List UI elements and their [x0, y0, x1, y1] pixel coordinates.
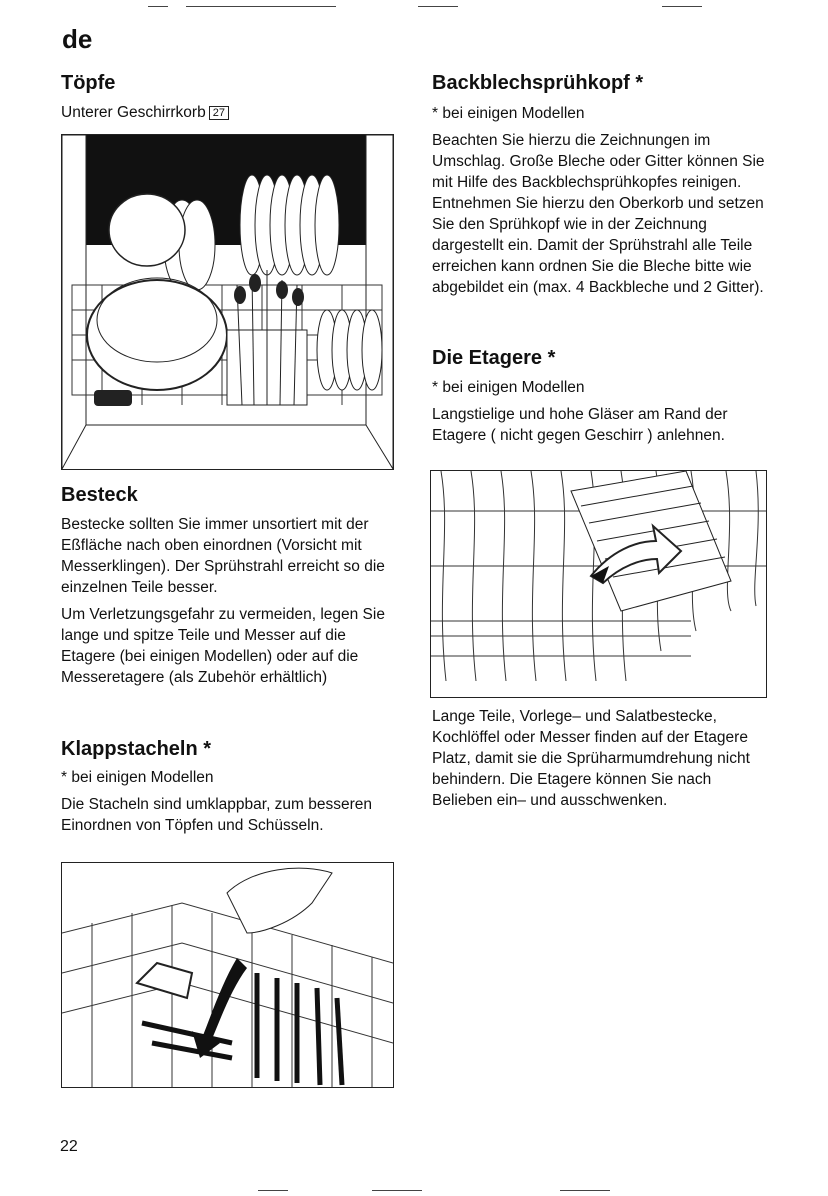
etagere-text [432, 377, 772, 452]
besteck-paragraph-2: Um Verletzungsgefahr zu vermeiden, legen Sie lange und spitze Teile und Messer auf die Etagere (bei einigen Modellen) oder auf die Messeretagere (als Zubehör erhältlich) [61, 606, 385, 686]
klappstacheln-text [61, 767, 396, 842]
toepfe-subtitle-text: Unterer Geschirrkorb [61, 104, 206, 121]
page-number: 22 [60, 1138, 78, 1155]
etagere-heading: Die Etagere * [432, 347, 556, 369]
scan-line [186, 6, 336, 7]
toepfe-heading: Töpfe [61, 72, 116, 94]
folding-tines-drawing [62, 863, 393, 1087]
etagere-paragraph-1: Langstielige und hohe Gläser am Rand der Etagere ( nicht gegen Geschirr ) anlehnen. [432, 406, 728, 444]
klappstacheln-paragraph: Die Stacheln sind umklappbar, zum besseren Einordnen von Töpfen und Schüsseln. [61, 796, 373, 834]
besteck-heading: Besteck [61, 484, 138, 506]
klappstacheln-note: * bei einigen Modellen [61, 769, 214, 786]
etagere-paragraph-2: Lange Teile, Vorlege– und Salatbestecke, Kochlöffel oder Messer finden auf der Etagere Platz, damit sie die Sprüharmumdrehung nicht behindern. Die Etagere können Sie nach Belieben ein– und ausschwenken. [432, 708, 750, 809]
besteck-paragraph-1: Bestecke sollten Sie immer unsortiert mit der Eßfläche nach oben einordnen (Vorsicht mit Messerklingen). Der Sprühstrahl erreicht so die einzelnen Teile besser. [61, 516, 385, 596]
etagere-illustration [430, 470, 767, 698]
backblech-text [432, 103, 772, 304]
figure-ref-badge: 27 [209, 106, 229, 120]
scan-line [258, 1190, 288, 1191]
etagere-drawing [431, 471, 766, 697]
lower-basket-drawing [62, 135, 393, 469]
toepfe-subtitle [61, 104, 229, 122]
scan-line [662, 6, 702, 7]
besteck-text [61, 514, 396, 694]
scan-line [560, 1190, 610, 1191]
scan-line [148, 6, 168, 7]
etagere-note: * bei einigen Modellen [432, 379, 585, 396]
scan-line [372, 1190, 422, 1191]
language-code: de [62, 24, 93, 54]
etagere-text-2 [432, 706, 772, 817]
backblech-paragraph: Beachten Sie hierzu die Zeichnungen im Umschlag. Große Bleche oder Gitter können Sie mit Hilfe des Backblechsprühkopfes reinigen. Entnehmen Sie hierzu den Oberkorb und setzen Sie den Sprühkopf wie in der Zeichnung dargestellt ein. Damit der Sprühstrahl alle Teile erreichen kann ordnen Sie die Bleche bitte wie abgebildet ein (max. 4 Backbleche und 2 Gitter). [432, 132, 765, 296]
backblech-heading: Backblechsprühkopf * [432, 72, 644, 94]
lower-basket-illustration [61, 134, 394, 470]
folding-tines-illustration [61, 862, 394, 1088]
backblech-note: * bei einigen Modellen [432, 105, 585, 122]
klappstacheln-heading: Klappstacheln * [61, 738, 212, 760]
scan-line [418, 6, 458, 7]
